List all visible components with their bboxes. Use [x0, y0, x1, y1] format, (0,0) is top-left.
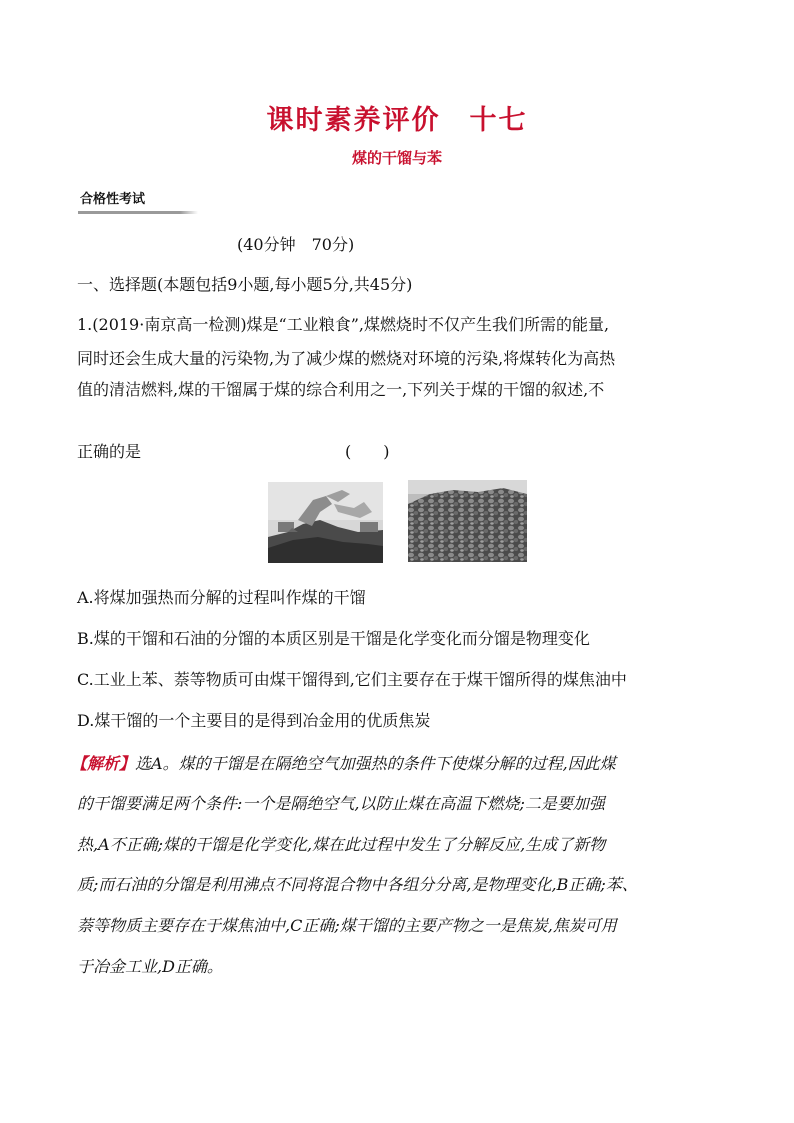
analysis-line: 热,A不正确;煤的干馏是化学变化,煤在此过程中发生了分解反应,生成了新物	[77, 835, 606, 854]
answer-bracket: ( )	[345, 442, 390, 461]
excavator-coal-photo	[268, 482, 383, 563]
analysis-line: 于冶金工业,D正确。	[77, 957, 223, 976]
option-c: C.工业上苯、萘等物质可由煤干馏得到,它们主要存在于煤干馏所得的煤焦油中	[77, 670, 627, 689]
analysis-line: 质;而石油的分馏是利用沸点不同将混合物中各组分分离,是物理变化,B正确;苯、	[77, 875, 638, 894]
section-tab-underline	[180, 211, 198, 214]
analysis-line: 萘等物质主要存在于煤焦油中,C正确;煤干馏的主要产物之一是焦炭,焦炭可用	[77, 916, 617, 935]
part-heading: 一、选择题(本题包括9小题,每小题5分,共45分)	[77, 275, 413, 294]
option-b: B.煤的干馏和石油的分馏的本质区别是干馏是化学变化而分馏是物理变化	[77, 629, 590, 648]
section-tab-label: 合格性考试	[80, 192, 146, 207]
analysis-line: 的干馏要满足两个条件:一个是隔绝空气,以防止煤在高温下燃烧;二是要加强	[77, 794, 605, 813]
page-subtitle: 煤的干馏与苯	[351, 149, 442, 167]
option-d: D.煤干馏的一个主要目的是得到冶金用的优质焦炭	[77, 711, 431, 730]
page-title: 课时素养评价 十七	[266, 105, 528, 136]
section-tab	[78, 192, 180, 214]
coke-pile-photo	[408, 480, 527, 562]
option-a: A.将煤加强热而分解的过程叫作煤的干馏	[77, 588, 366, 607]
analysis-line-1	[71, 751, 616, 774]
question-stem-line: 值的清洁燃料,煤的干馏属于煤的综合利用之一,下列关于煤的干馏的叙述,不	[77, 380, 605, 399]
analysis-text: 选A。煤的干馏是在隔绝空气加强热的条件下使煤分解的过程,因此煤	[135, 754, 616, 773]
question-stem-line: 1.(2019·南京高一检测)煤是“工业粮食”,煤燃烧时不仅产生我们所需的能量,	[77, 315, 610, 334]
time-info: (40分钟 70分)	[237, 235, 355, 254]
question-stem-line: 正确的是	[77, 442, 142, 461]
analysis-tag: 【解析】	[71, 754, 136, 773]
question-stem-line: 同时还会生成大量的污染物,为了减少煤的燃烧对环境的污染,将煤转化为高热	[77, 349, 616, 368]
